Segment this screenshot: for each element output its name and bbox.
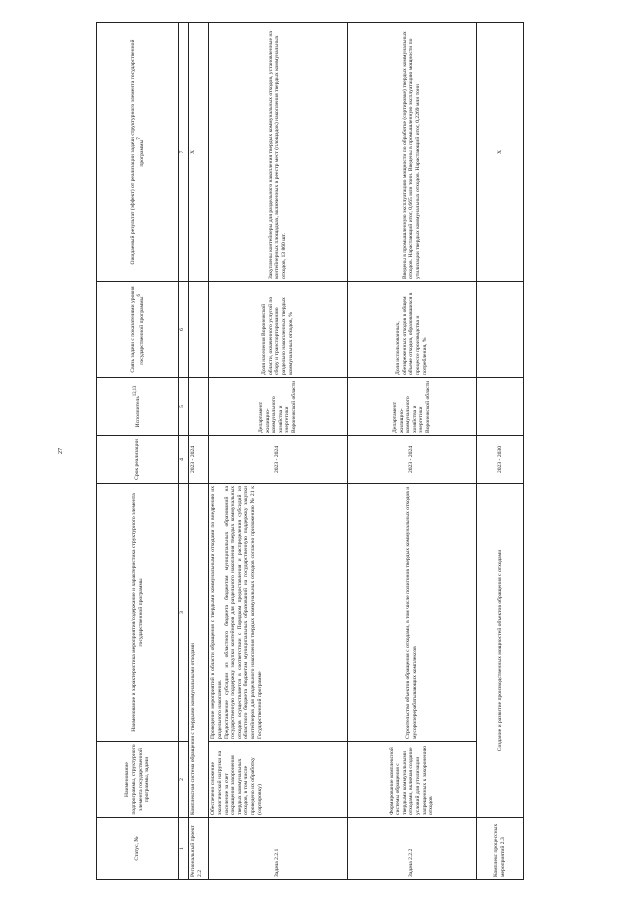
task222-name: Формирование комплексной системы обращения с твердыми коммунальными отходами, включая создание условий для утилизации запрещенных к захоронению отходов xyxy=(347,742,476,818)
task221-description xyxy=(208,484,347,742)
table-row xyxy=(347,23,476,880)
task222-link: Доля использованных, обезвреженных отходов в общем объеме отходов, образовавшихся в процессе производства и потребления, % xyxy=(347,282,476,378)
task221-description-1: Проведение мероприятий в области обращения с твердыми коммунальными отходами по внедрению их раздельного накопления. xyxy=(210,486,223,739)
header-result: Ожидаемый результат (эффект) от реализации задачи структурного элемента государственной программы xyxy=(130,39,145,265)
col-number: 4 xyxy=(179,436,188,484)
table-row xyxy=(208,23,347,880)
task222-status: Задача 2.2.2 xyxy=(347,818,476,880)
header-executor-cell xyxy=(97,378,179,436)
task222-executor: Департамент жилищно-коммунального хозяйства и энергетики Воронежской области xyxy=(347,378,476,436)
header-executor-sup: 12,13 xyxy=(133,385,139,397)
task221-name: Обеспечено снижение экологической нагрузки на население за счет сокращения захоронения твердых коммунальных отходов, в том числе проведено их обработку (сортировку) xyxy=(208,742,347,818)
column-number-row xyxy=(179,23,188,880)
header-link: Связь задачи с показателями уровня государственной программы xyxy=(130,286,145,373)
col-number: 1 xyxy=(179,818,188,880)
header-link-sup: 6 xyxy=(136,294,142,297)
complex-status: Комплекс процессных мероприятий 2.3 xyxy=(476,818,523,880)
complex-name: Создание и развитие производственных мощностей объектов обращения с отходами xyxy=(476,484,523,818)
header-status: Статус, № xyxy=(97,818,179,880)
header-link-cell xyxy=(97,282,179,378)
header-name: Наименование подпрограммы, структурного элемента государственной программы, задачи xyxy=(97,742,179,818)
table-row xyxy=(188,23,208,880)
header-executor: Исполнитель xyxy=(135,396,142,428)
complex-period: 2023 - 2030 xyxy=(476,436,523,484)
project-result: Х xyxy=(188,23,208,282)
col-number: 2 xyxy=(179,742,188,818)
task221-description-2: Предоставление субсидии из областного бюджета бюджетам муниципальных образований на государственную поддержку закупки контейнеров для раздельного накопления твердых коммунальных отходов осуществляется в соответствии с Порядком предоставления и распределения субсидий из областного бюджета бюджетам муниципальных образований на государственную поддержку закупки контейнеров для раздельного накопления твердых коммунальных отходов согласно приложению № 21 к Государственной программе xyxy=(223,486,263,739)
task221-result: Закуплены контейнеры для раздельного накопления твердых коммунальных отходов, установленные на контейнерных площадках, включенных в реестр мест (площадок) накопления твердых коммунальных отходов, 13 860 шт. xyxy=(208,23,347,282)
task222-period: 2023 - 2024 xyxy=(347,436,476,484)
project-period: 2023 - 2024 xyxy=(188,436,208,484)
program-table xyxy=(96,22,524,880)
task221-link: Доля населения Воронежской области, охваченного услугой по сбору и транспортированию раздельно накопленных твердых коммунальных отходов, % xyxy=(208,282,347,378)
col-number: 5 xyxy=(179,378,188,436)
header-result-sup: 7 xyxy=(136,137,142,140)
header-row xyxy=(97,23,179,880)
task222-result: Введены в промышленную эксплуатацию мощности по обработке (сортировке) твердых коммунальных отходов. Нарастающий итог, 0,665 млн тонн. Введены в промышленную эксплуатацию мощности по утилизации твердых коммунальных отходов. Нарастающий итог, 0,2269 млн тонн xyxy=(347,23,476,282)
col-number: 6 xyxy=(179,282,188,378)
col-number: 7 xyxy=(179,23,188,282)
rotated-page xyxy=(96,23,524,880)
header-result-cell xyxy=(97,23,179,282)
project-name: Комплексная система обращения с твердыми коммунальными отходами xyxy=(188,484,208,818)
header-description: Наименование и характеристика мероприятия/содержание и характеристика структурного элемента государственной программы xyxy=(97,484,179,742)
task222-description: Строительство объектов обращения с отходами, в том числе полигонов твердых коммунальных отходов и мусороперерабатывающих комплексов xyxy=(347,484,476,742)
header-period: Срок реализации xyxy=(97,436,179,484)
project-status: Региональный проект 2.2 xyxy=(188,818,208,880)
table-row xyxy=(476,23,523,880)
complex-result: Х xyxy=(476,23,523,282)
task221-executor: Департамент жилищно-коммунального хозяйства и энергетики Воронежской области xyxy=(208,378,347,436)
col-number: 3 xyxy=(179,484,188,742)
task221-period: 2023 - 2024 xyxy=(208,436,347,484)
task221-status: Задача 2.2.1 xyxy=(208,818,347,880)
page-number: 27 xyxy=(58,448,64,454)
